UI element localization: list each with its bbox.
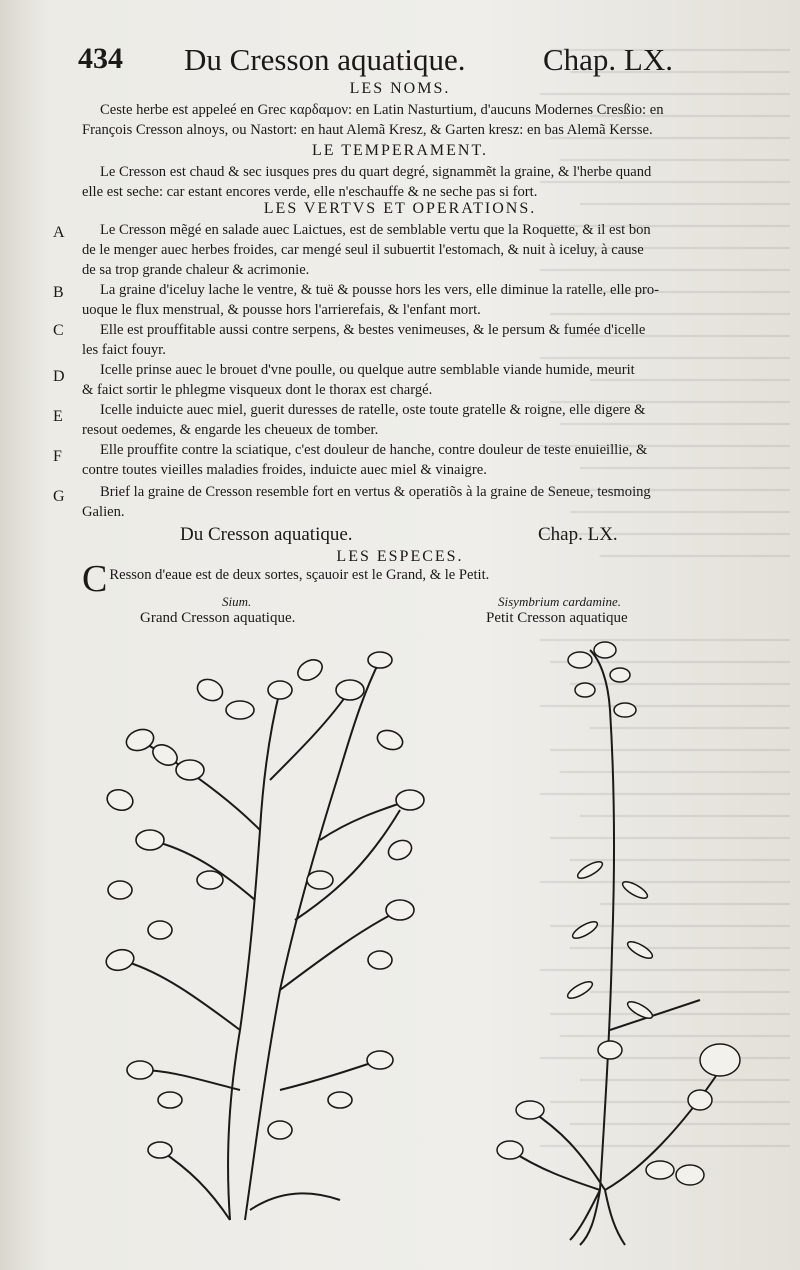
temperament-line: Le Cresson est chaud & sec iusques pres du quart degré, signammẽt la graine, & l'herbe quand bbox=[100, 164, 652, 180]
vertu-line: La graine d'iceluy lache le ventre, & tuë & pousse hors les vers, elle diminue la ratelle, elle pro- bbox=[100, 282, 660, 298]
margin-letter-b: B bbox=[53, 284, 64, 301]
sub-title: Du Cresson aquatique. bbox=[180, 524, 353, 545]
vertu-line: Brief la graine de Cresson resemble fort en vertus & operatiõs à la graine de Seneue, tesmoing bbox=[100, 484, 651, 500]
vertu-paragraph-d bbox=[82, 360, 762, 400]
vertu-line: Icelle prinse auec le brouet d'vne poulle, ou quelque autre semblable viande humide, meurit bbox=[100, 362, 635, 378]
especes-paragraph bbox=[82, 558, 762, 600]
plant-woodcut-illustrations bbox=[80, 630, 780, 1250]
vertu-paragraph-e bbox=[82, 400, 762, 440]
chapter-label: Chap. LX. bbox=[543, 42, 674, 77]
page-title: Du Cresson aquatique. bbox=[184, 42, 466, 77]
section-heading-noms: LES NOMS. bbox=[349, 80, 451, 97]
section-heading-especes: LES ESPECES. bbox=[336, 548, 464, 565]
noms-line: Ceste herbe est appeleé en Grec καρδαμον: en Latin Nasturtium, d'aucuns Modernes Cresßio: en bbox=[100, 102, 664, 118]
vertu-paragraph-a bbox=[82, 220, 762, 280]
figure-caption-left: Grand Cresson aquatique. bbox=[140, 610, 296, 626]
page-number: 434 bbox=[78, 42, 123, 75]
margin-letter-d: D bbox=[53, 368, 65, 385]
margin-letter-g: G bbox=[53, 488, 65, 505]
petit-cresson-illustration bbox=[510, 650, 720, 1245]
sub-chapter-label: Chap. LX. bbox=[538, 524, 618, 545]
vertu-line: de sa trop grande chaleur & acrimonie. bbox=[82, 262, 310, 278]
vertu-line: les faict fouyr. bbox=[82, 342, 166, 358]
vertu-line: uoque le flux menstrual, & pousse hors l'arrierefais, & l'enfant mort. bbox=[82, 302, 481, 318]
vertu-line: Icelle induicte auec miel, guerit duresses de ratelle, oste toute gratelle & roigne, elle digere & bbox=[100, 402, 646, 418]
vertu-line: Le Cresson mẽgé en salade auec Laictues, est de semblable vertu que la Roquette, & il est bon bbox=[100, 222, 651, 238]
margin-letter-a: A bbox=[53, 224, 65, 241]
vertu-paragraph-c bbox=[82, 320, 762, 360]
section-heading-temperament: LE TEMPERAMENT. bbox=[311, 142, 489, 159]
figure-latin-name-right: Sisymbrium cardamine. bbox=[498, 594, 622, 609]
vertu-line: contre toutes vieilles maladies froides, induicte auec miel & vinaigre. bbox=[82, 462, 487, 478]
noms-paragraph bbox=[82, 100, 762, 140]
section-heading-vertus: LES VERTVS ET OPERATIONS. bbox=[263, 200, 537, 217]
vertu-line: Galien. bbox=[82, 504, 125, 520]
vertu-paragraph-b bbox=[82, 280, 762, 320]
page-header bbox=[78, 42, 778, 82]
vertu-line: & faict sortir le phlegme visqueux dont le thorax est chargé. bbox=[82, 382, 433, 398]
vertu-paragraph-f bbox=[82, 440, 762, 480]
grand-cresson-illustration bbox=[120, 660, 410, 1220]
margin-letter-e: E bbox=[53, 408, 63, 425]
temperament-paragraph bbox=[82, 162, 762, 202]
temperament-line: elle est seche: car estant encores verde, elle n'eschauffe & ne seche pas si fort. bbox=[82, 184, 538, 200]
vertu-line: Elle est prouffitable aussi contre serpens, & bestes venimeuses, & le persum & fumée d'icelle bbox=[100, 322, 646, 338]
vertu-line: resout oedemes, & engarde les cheueux de tomber. bbox=[82, 422, 379, 438]
margin-letter-c: C bbox=[53, 322, 64, 339]
especes-text: Resson d'eaue est de deux sortes, sçauoir est le Grand, & le Petit. bbox=[109, 567, 490, 583]
noms-line: François Cresson alnoys, ou Nastort: en haut Alemã Kresz, & Garten kresz: en bas Alemã Kersse. bbox=[82, 122, 653, 138]
vertu-line: Elle prouffite contre la sciatique, c'est douleur de hanche, contre douleur de teste enuieillie, & bbox=[100, 442, 648, 458]
margin-letter-f: F bbox=[53, 448, 62, 465]
figure-latin-name-left: Sium. bbox=[222, 594, 252, 609]
vertu-line: de le menger auec herbes froides, car mengé seul il subuertit l'estomach, & nuit à iceluy, à cause bbox=[82, 242, 644, 258]
vertu-paragraph-g bbox=[82, 482, 762, 522]
drop-cap: C bbox=[82, 558, 108, 600]
petit-cresson-leaves bbox=[497, 642, 740, 1185]
figure-caption-right: Petit Cresson aquatique bbox=[486, 610, 628, 626]
